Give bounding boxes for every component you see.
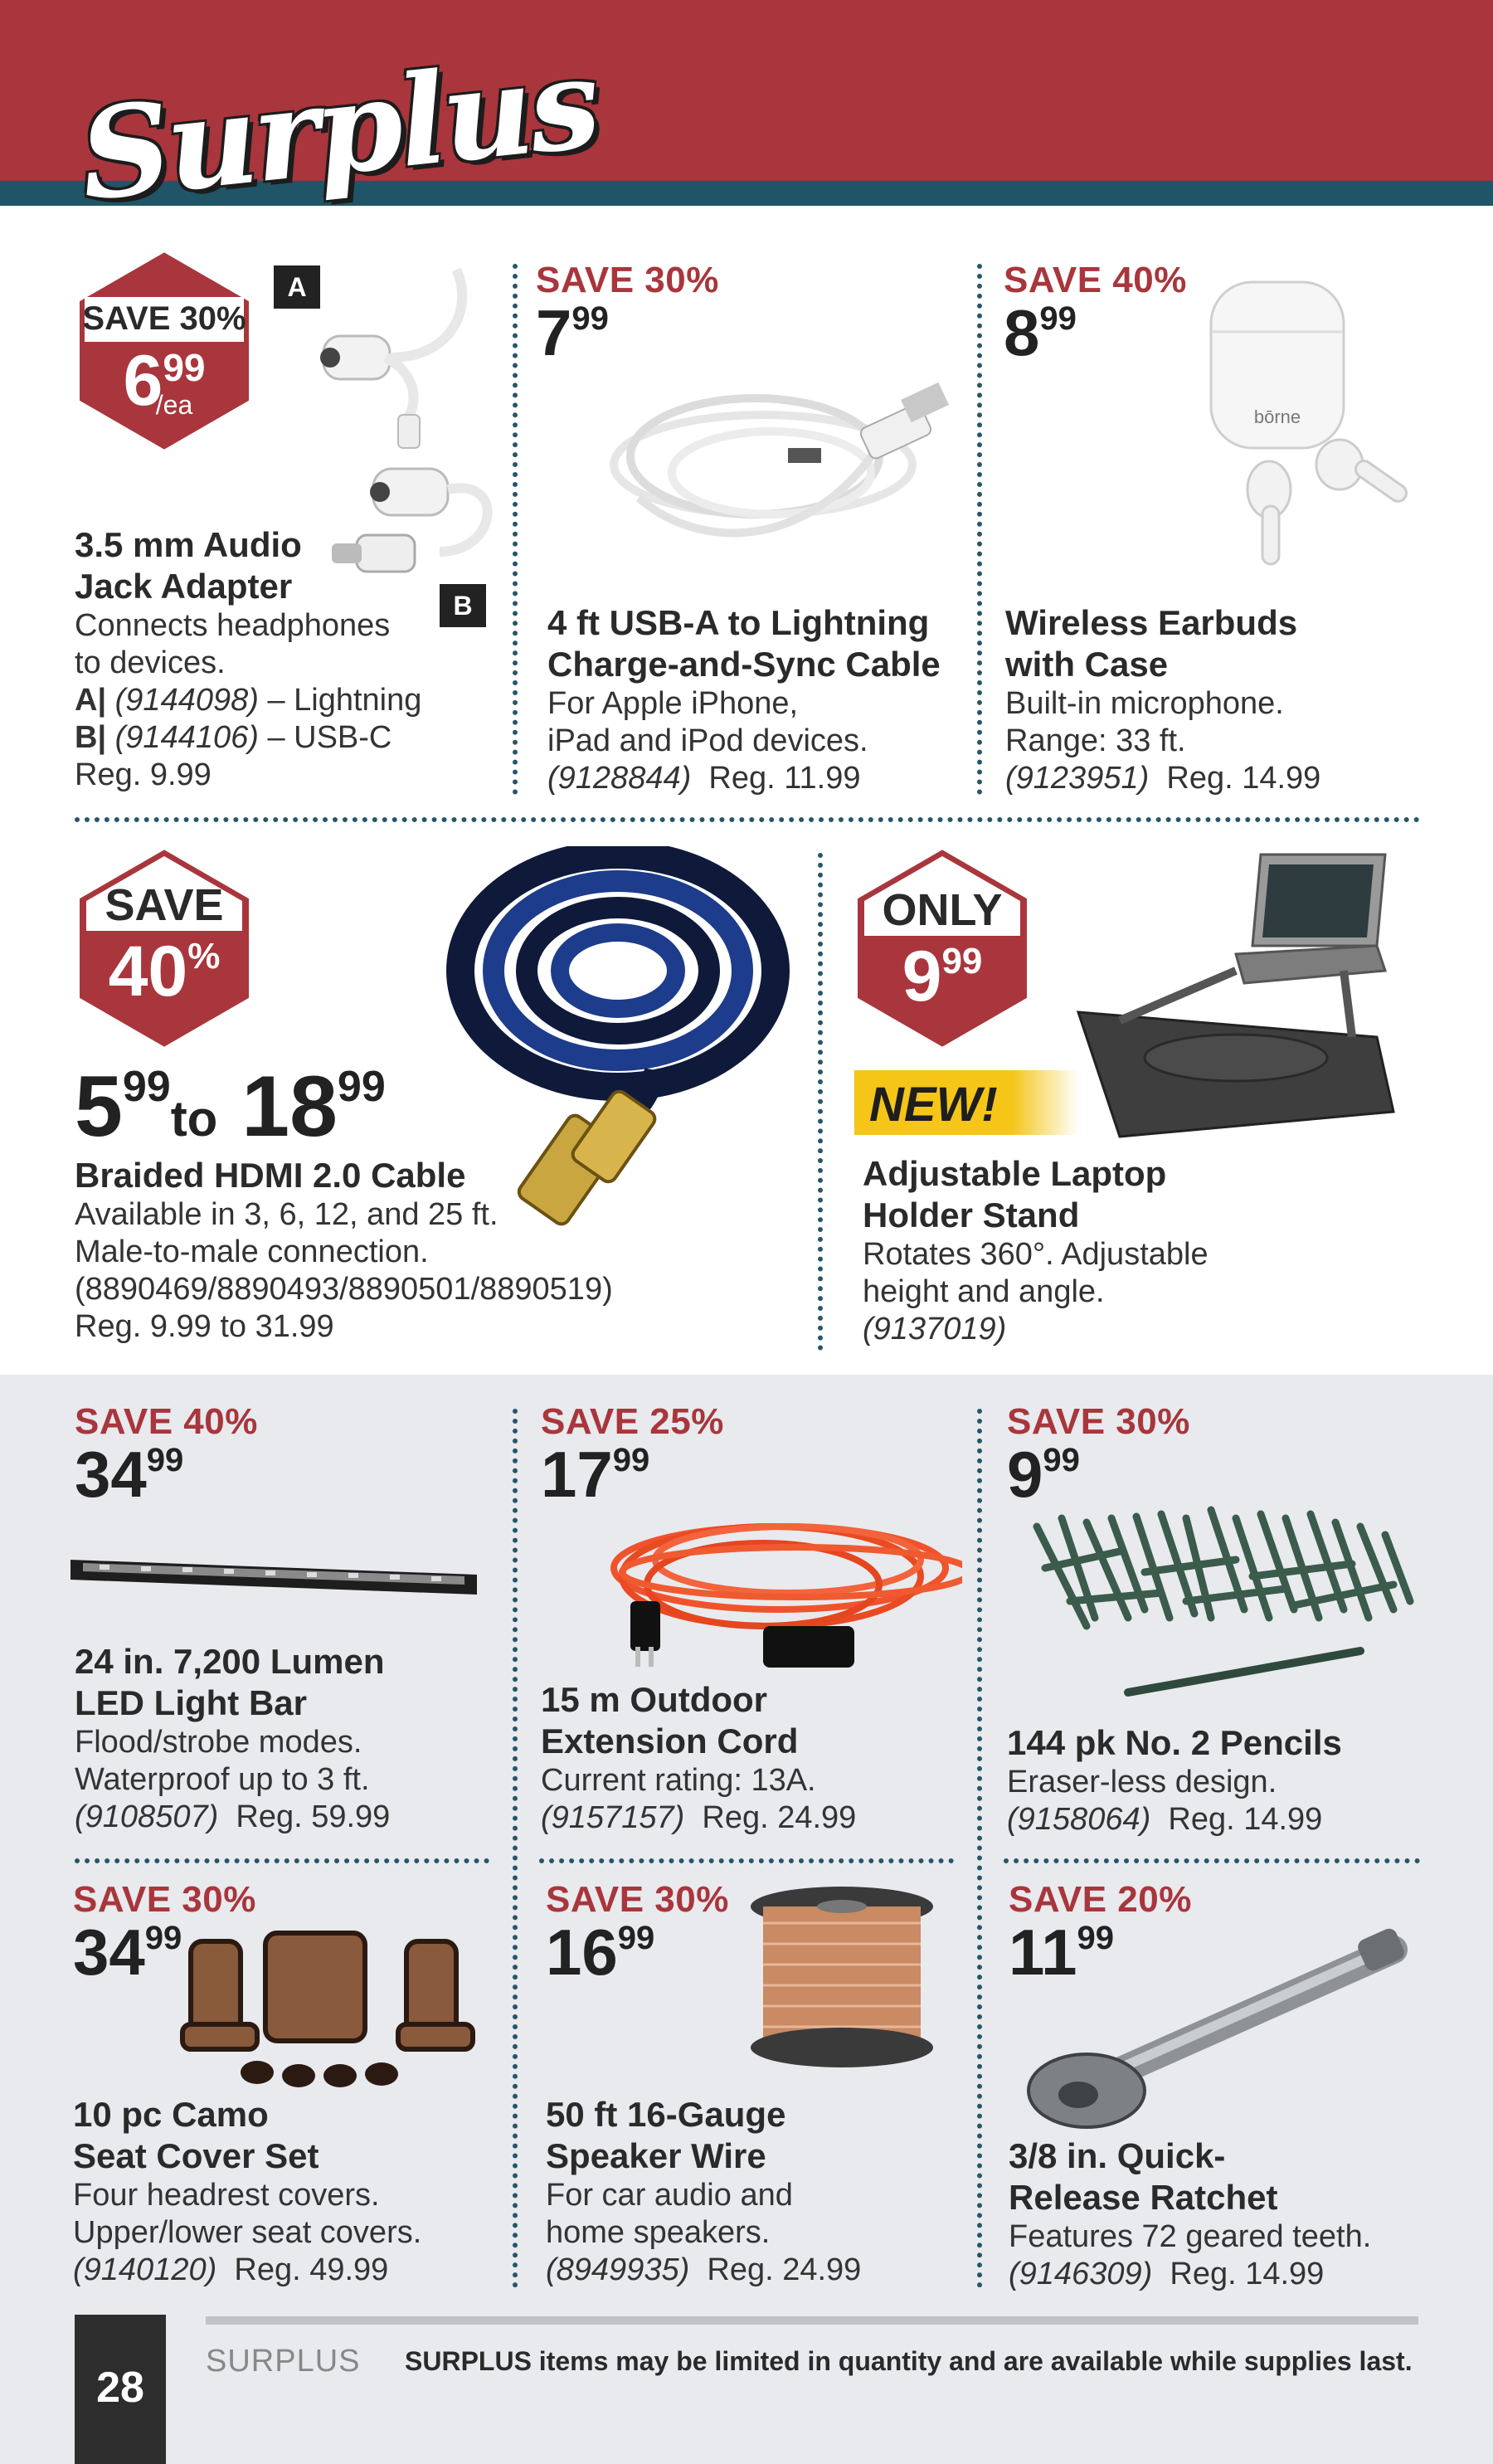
product-name <box>75 1641 390 1724</box>
desc-line: Four headrest covers. <box>73 2178 380 2213</box>
regular-price: Reg. 9.99 to 31.99 <box>75 1309 334 1344</box>
footer-section-name: SURPLUS <box>206 2344 361 2379</box>
divider <box>75 817 1420 822</box>
save-badge: SAVE 40% <box>73 845 255 1052</box>
variant-text: – Lightning <box>258 683 422 718</box>
desc-line: Waterproof up to 3 ft. <box>75 1762 370 1797</box>
variant-a <box>75 682 421 719</box>
product-name <box>547 602 941 685</box>
product-audio-jack-adapter <box>75 524 421 794</box>
product-code: (9144098) <box>114 683 259 718</box>
divider <box>1004 1858 1420 1863</box>
product-description <box>546 2177 861 2289</box>
ratchet-image <box>1012 1916 1418 2132</box>
product-name-line: 50 ft 16-Gauge <box>546 2095 786 2134</box>
product-pencils <box>1007 1401 1190 1511</box>
footer-disclaimer: SURPLUS items may be limited in quantity and are available while supplies last. <box>405 2346 1413 2376</box>
code-and-reg <box>75 1799 390 1836</box>
code-and-reg <box>546 2252 861 2289</box>
desc-line: home speakers. <box>546 2215 771 2250</box>
product-name-line: Holder Stand <box>863 1195 1080 1234</box>
sale-price: $34^{99}$ <box>73 1916 182 1989</box>
product-led-light-bar <box>75 1401 258 1511</box>
product-description <box>1005 685 1320 797</box>
product-seat-cover-details <box>73 2094 421 2289</box>
desc-line: to devices. <box>75 645 226 680</box>
desc-line: Range: 33 ft. <box>1005 723 1186 758</box>
product-name <box>546 2094 861 2177</box>
regular-price: Reg. 24.99 <box>702 1800 857 1835</box>
product-name <box>541 1679 856 1762</box>
product-name-line: 4 ft USB-A to Lightning <box>547 603 930 642</box>
product-name <box>1005 602 1320 685</box>
product-code: (9108507) <box>75 1799 219 1834</box>
extension-cord-image <box>564 1502 962 1684</box>
product-description <box>541 1762 856 1837</box>
product-pencils-details <box>1007 1722 1342 1838</box>
divider <box>818 853 823 1351</box>
pencils-image <box>1020 1493 1418 1709</box>
product-description <box>75 1196 613 1346</box>
regular-price: Reg. 14.99 <box>1170 2257 1325 2291</box>
product-name-line: Wireless Earbuds <box>1005 603 1298 642</box>
speaker-wire-image <box>738 1882 946 2072</box>
product-code: (8949935) <box>546 2252 690 2287</box>
desc-line: Flood/strobe modes. <box>75 1725 362 1760</box>
product-description <box>547 685 941 797</box>
code-and-reg <box>1007 1801 1342 1838</box>
product-name-line: Release Ratchet <box>1009 2178 1278 2217</box>
regular-price: Reg. 9.99 <box>75 757 212 792</box>
sale-price: $9^{99}$ <box>1007 1438 1080 1511</box>
product-usb-cable <box>536 260 719 369</box>
variant-b <box>75 719 421 757</box>
code-and-reg <box>1005 760 1320 797</box>
sale-price: $11^{99}$ <box>1009 1916 1114 1989</box>
regular-price: Reg. 14.99 <box>1166 761 1321 796</box>
sale-price: $8^{99}$ <box>1004 296 1077 369</box>
product-name-line: Seat Cover Set <box>73 2136 319 2175</box>
product-name-line: 3.5 mm Audio <box>75 525 302 564</box>
product-earbuds-details <box>1005 602 1320 797</box>
save-label: SAVE 30% <box>73 1879 256 1920</box>
divider <box>977 1409 982 2288</box>
regular-price: Reg. 49.99 <box>234 2252 389 2287</box>
product-name <box>863 1153 1209 1236</box>
variant-letter: A| <box>75 683 107 718</box>
product-name: 144 pk No. 2 Pencils <box>1007 1723 1342 1762</box>
product-extension-cord <box>541 1401 724 1511</box>
product-usb-cable-details <box>547 602 941 797</box>
regular-price: Reg. 24.99 <box>707 2252 862 2287</box>
product-name-line: Speaker Wire <box>546 2136 766 2175</box>
code-and-reg <box>547 760 941 797</box>
product-name-line: LED Light Bar <box>75 1683 307 1722</box>
product-code: (9128844) <box>547 761 692 796</box>
surplus-logo: Surplus <box>73 29 604 230</box>
earbuds-image <box>1194 274 1427 572</box>
variant-letter: B| <box>75 720 107 755</box>
product-name-line: 10 pc Camo <box>73 2095 269 2134</box>
product-code: (9146309) <box>1009 2257 1153 2291</box>
product-name <box>73 2094 421 2177</box>
product-name-line: Extension Cord <box>541 1721 799 1760</box>
product-earbuds <box>1004 260 1187 369</box>
desc-line: Built-in microphone. <box>1005 686 1284 721</box>
usb-cable-image <box>589 357 954 564</box>
variant-tag-a: A <box>274 265 320 309</box>
save-label: SAVE 30% <box>536 260 719 300</box>
product-code: (9144106) <box>114 720 259 755</box>
code-and-reg <box>541 1799 856 1837</box>
product-code: (9158064) <box>1007 1802 1151 1837</box>
sale-price: $17^{99}$ <box>541 1438 650 1511</box>
product-description <box>75 1724 390 1836</box>
desc-line: Male-to-male connection. <box>75 1234 429 1269</box>
save-label: SAVE 40% <box>1004 260 1187 300</box>
product-laptop-stand <box>863 1153 1209 1348</box>
desc-line: For car audio and <box>546 2178 793 2213</box>
desc-line: Connects headphones <box>75 608 391 643</box>
product-name-line: Adjustable Laptop <box>863 1154 1167 1193</box>
desc-line: iPad and iPod devices. <box>547 723 868 758</box>
desc-line: Available in 3, 6, 12, and 25 ft. <box>75 1197 498 1232</box>
sale-price: $16^{99}$ <box>546 1916 655 1989</box>
product-name-line: Jack Adapter <box>75 567 293 606</box>
desc-line: Upper/lower seat covers. <box>73 2215 422 2250</box>
product-description <box>1007 1764 1342 1838</box>
product-code: (9140120) <box>73 2252 217 2287</box>
product-name <box>75 524 421 607</box>
variant-text: – USB-C <box>258 720 392 755</box>
desc-line: For Apple iPhone, <box>547 686 799 721</box>
product-led-light-bar-details <box>75 1641 390 1836</box>
footer-rule <box>206 2316 1418 2325</box>
save-label: SAVE 20% <box>1009 1879 1192 1920</box>
laptop-stand-image <box>1070 846 1402 1153</box>
save-label: SAVE 30% <box>546 1879 729 1920</box>
product-extension-cord-details <box>541 1679 856 1837</box>
seat-cover-image <box>174 1925 498 2091</box>
code-and-reg <box>1009 2256 1371 2293</box>
regular-price: Reg. 59.99 <box>236 1799 391 1834</box>
product-hdmi-cable <box>75 1059 613 1346</box>
product-code: (9137019) <box>863 1312 1007 1346</box>
code-and-reg <box>73 2252 421 2289</box>
product-name-line: 15 m Outdoor <box>541 1680 768 1719</box>
desc-line: Current rating: 13A. <box>541 1763 816 1798</box>
desc-line: height and angle. <box>863 1274 1105 1309</box>
divider <box>539 1858 954 1863</box>
desc-line: Rotates 360°. Adjustable <box>863 1237 1209 1272</box>
only-badge: ONLY $9^{99}$ <box>851 845 1033 1052</box>
page-number: 28 <box>75 2315 166 2464</box>
desc-line: Eraser-less design. <box>1007 1765 1277 1799</box>
sale-price: $7^{99}$ <box>536 296 609 369</box>
product-description <box>75 607 421 794</box>
variant-tag-b: B <box>440 584 486 627</box>
product-code: (9123951) <box>1005 761 1150 796</box>
save-label: SAVE 25% <box>541 1401 724 1442</box>
product-name-line: with Case <box>1005 645 1169 684</box>
save-label: SAVE 40% <box>75 1401 258 1442</box>
product-ratchet-details <box>1009 2135 1371 2293</box>
save-badge: SAVE 30% $6^{99}$ /ea <box>73 247 255 455</box>
product-speaker-wire <box>546 1879 729 1989</box>
product-name-line: 24 in. 7,200 Lumen <box>75 1642 385 1681</box>
product-name <box>1009 2135 1371 2218</box>
product-name: Braided HDMI 2.0 Cable <box>75 1156 466 1195</box>
product-description <box>73 2177 421 2289</box>
product-description <box>863 1236 1209 1348</box>
new-tag: NEW! <box>854 1070 1078 1135</box>
sale-price-range: $5^{99}to$ $18^{99}$ <box>75 1059 386 1155</box>
divider <box>513 1409 518 2288</box>
regular-price: Reg. 14.99 <box>1168 1802 1323 1837</box>
desc-line: Features 72 geared teeth. <box>1009 2219 1372 2254</box>
product-speaker-wire-details <box>546 2094 861 2289</box>
regular-price: Reg. 11.99 <box>708 761 861 796</box>
led-light-bar-image <box>66 1543 481 1609</box>
divider <box>75 1858 489 1863</box>
divider <box>977 264 982 795</box>
product-name-line: Charge-and-Sync Cable <box>547 645 941 684</box>
earbuds-brand: bōrne <box>1253 407 1301 427</box>
save-label: SAVE 30% <box>1007 1401 1190 1442</box>
product-description <box>1009 2218 1371 2293</box>
sale-price: $34^{99}$ <box>75 1438 184 1511</box>
product-code: (9157157) <box>541 1800 685 1835</box>
product-code: (8890469/8890493/8890501/8890519) <box>75 1272 613 1307</box>
product-name-line: 3/8 in. Quick- <box>1009 2136 1226 2175</box>
